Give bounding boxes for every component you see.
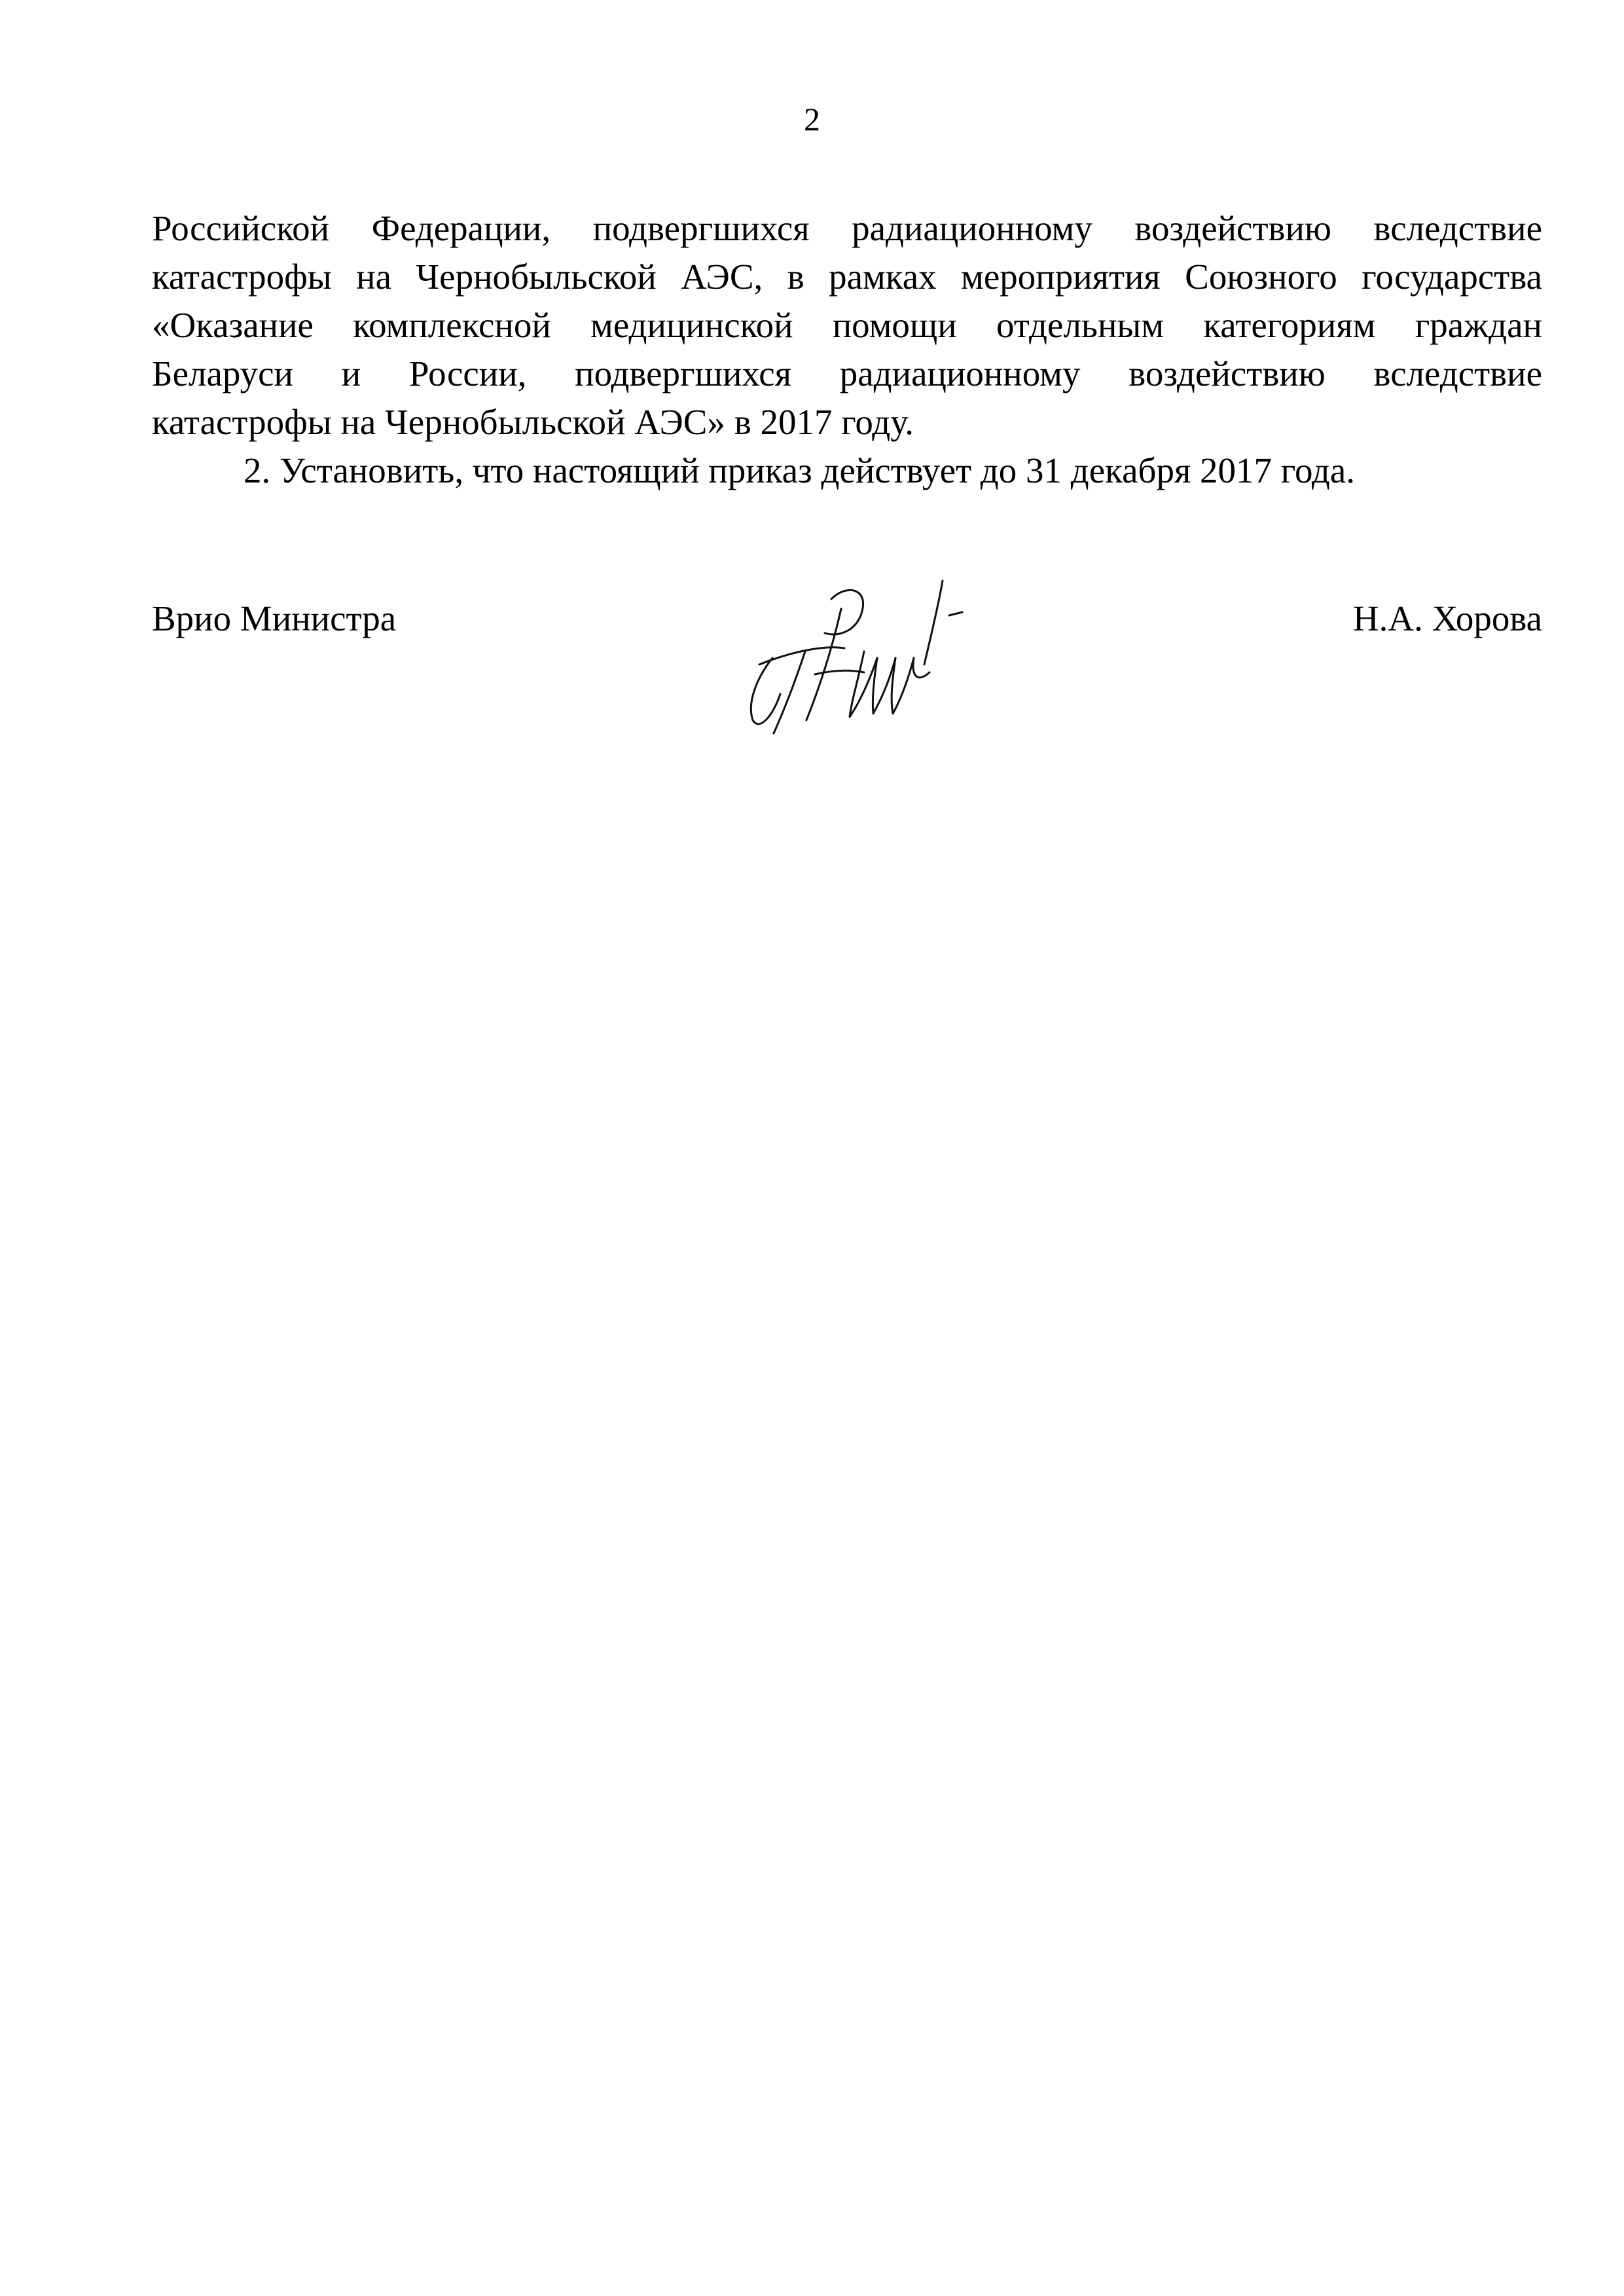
paragraph-1-line: Российской Федерации, подвергшихся радиационному воздействию вследствие [152,208,1542,248]
handwritten-signature [733,560,982,743]
paragraph-1-line: катастрофы на Чернобыльской АЭС, в рамках мероприятия Союзного государства [152,257,1542,297]
body-text [152,204,1542,495]
page-number: 2 [804,101,820,137]
paragraph-1-line: Беларуси и России, подвергшихся радиационному воздействию вследствие [152,354,1542,393]
paragraph-1-line: «Оказание комплексной медицинской помощи отдельным категориям граждан [152,305,1542,345]
paragraph-2: 2. Установить, что настоящий приказ действует до 31 декабря 2017 года. [244,450,1356,490]
paragraph-1-line: катастрофы на Чернобыльской АЭС» в 2017 году. [152,402,914,442]
signatory-title: Врио Министра [152,598,397,638]
signatory-name: Н.А. Хорова [1352,598,1542,638]
